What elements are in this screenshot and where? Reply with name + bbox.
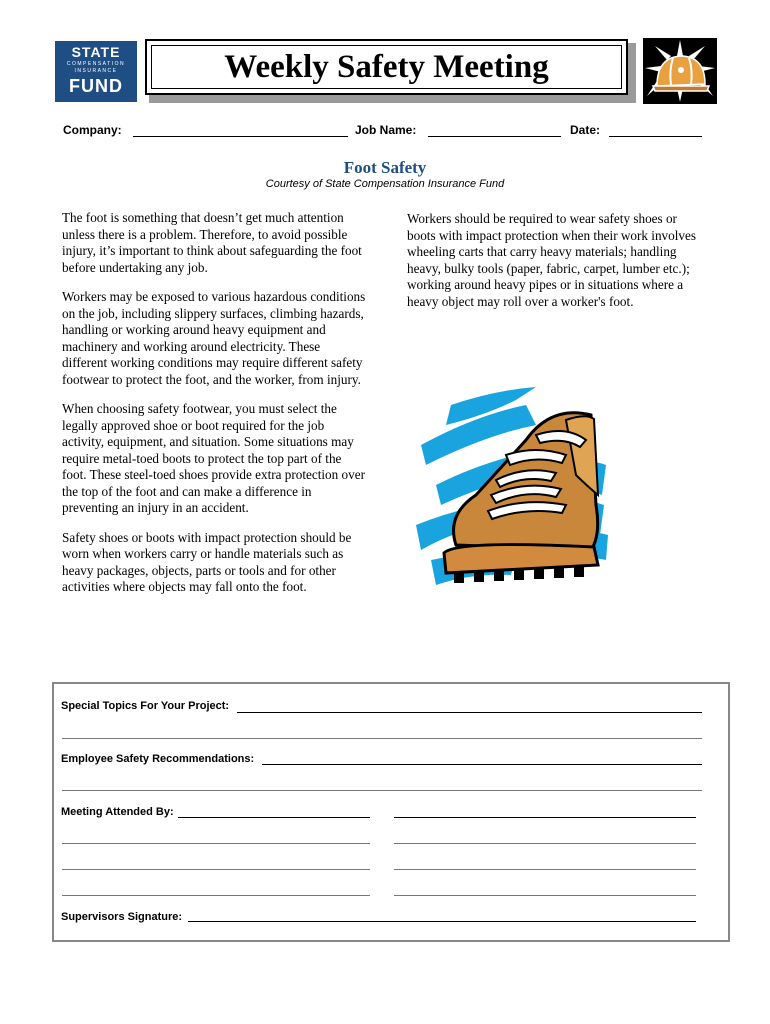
logo-line-insurance: INSURANCE	[74, 68, 118, 74]
company-field[interactable]	[133, 123, 348, 137]
attended-by-label: Meeting Attended By:	[61, 806, 174, 818]
attendee-field[interactable]	[394, 817, 696, 818]
courtesy-line: Courtesy of State Compensation Insurance Fund	[265, 178, 505, 190]
logo-line-fund: FUND	[69, 76, 123, 96]
attendee-field[interactable]	[62, 843, 370, 844]
title-box	[145, 39, 628, 95]
logo-line-compensation: COMPENSATION	[66, 61, 126, 67]
attendee-field[interactable]	[394, 843, 696, 844]
left-column	[62, 210, 366, 609]
logo-line-state: STATE	[71, 44, 121, 60]
paragraph: Workers may be exposed to various hazardous conditions on the job, including slippery surfaces, climbing hazards, handling or working around heavy equipment and machinery and working around electricity. These different working conditions may require different safety footwear to protect the foot, and the worker, from injury.	[62, 289, 366, 387]
paragraph: Workers should be required to wear safety shoes or boots with impact protection when their work involves wheeling carts that carry heavy materials; handling heavy, bulky tools (paper, fabric, carpet, lumber etc.); working around heavy pipes or in situations where a heavy object may roll over a worker's foot.	[407, 211, 696, 309]
job-name-field[interactable]	[428, 123, 561, 137]
recommendations-field[interactable]	[262, 764, 702, 765]
page-title: Weekly Safety Meeting	[151, 45, 622, 89]
attendee-field[interactable]	[394, 869, 696, 870]
attendee-field[interactable]	[394, 895, 696, 896]
hard-hat-icon	[643, 38, 717, 104]
recommendations-label: Employee Safety Recommendations:	[61, 753, 255, 765]
special-topics-label: Special Topics For Your Project:	[61, 700, 230, 712]
attendee-field[interactable]	[178, 817, 370, 818]
paragraph: Safety shoes or boots with impact protection should be worn when workers carry or handle materials such as heavy packages, objects, parts or tools and for other activities where objects may fall onto the foot.	[62, 529, 352, 594]
attendee-field[interactable]	[62, 895, 370, 896]
safety-boot-illustration	[416, 385, 609, 600]
supervisor-signature-label: Supervisors Signature:	[61, 911, 183, 923]
state-fund-logo	[55, 41, 137, 102]
attendee-field[interactable]	[62, 869, 370, 870]
company-label: Company:	[63, 123, 122, 137]
paragraph: When choosing safety footwear, you must select the legally approved shoe or boot required for the job activity, equipment, and situation. Some situations may require metal-toed boots to protect the top part of the foot. These steel-toed shoes provide extra protection over the top of the foot and can make a difference in preventing an injury in an accident.	[62, 401, 365, 515]
supervisor-signature-field[interactable]	[188, 921, 696, 922]
job-name-label: Job Name:	[355, 123, 417, 137]
paragraph: The foot is something that doesn’t get much attention unless there is a problem. Therefore, to avoid possible injury, it’s important to think about safeguarding the foot before undertaking any job.	[62, 210, 362, 275]
right-column	[407, 211, 707, 323]
date-label: Date:	[570, 123, 601, 137]
special-topics-field-line-2[interactable]	[62, 738, 702, 739]
section-title: Foot Safety	[343, 158, 427, 177]
recommendations-field-line-2[interactable]	[62, 790, 702, 791]
special-topics-field[interactable]	[237, 712, 702, 713]
date-field[interactable]	[609, 123, 702, 137]
